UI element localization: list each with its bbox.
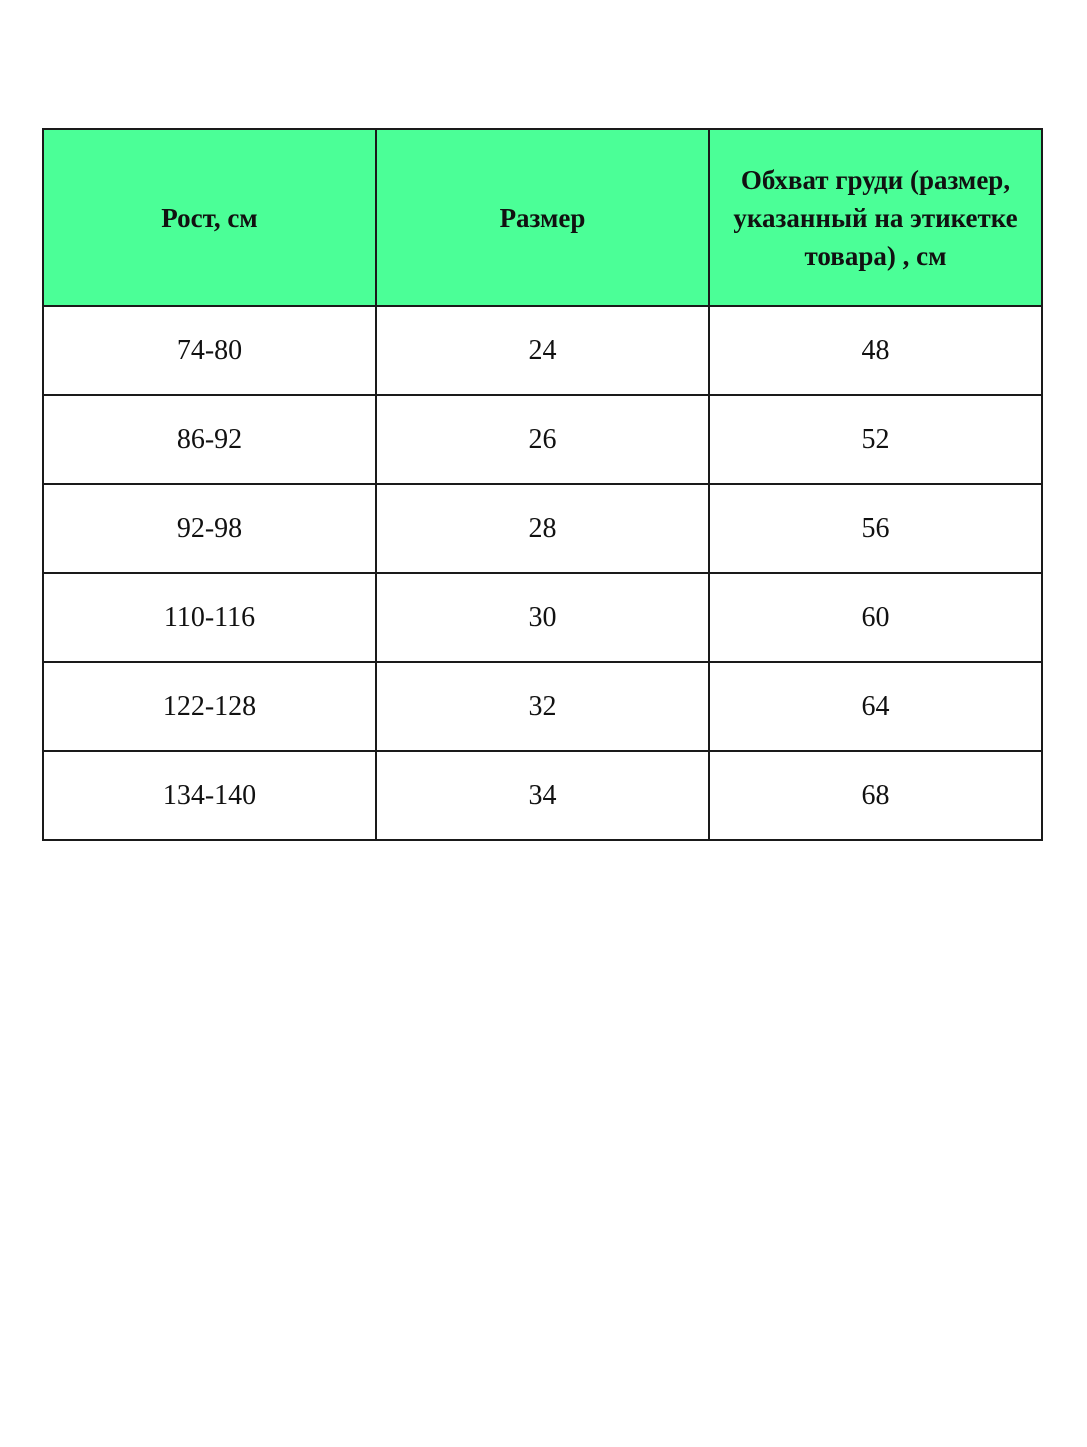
size-chart-table — [42, 128, 1043, 841]
cell-size: 34 — [376, 751, 709, 840]
cell-height: 92-98 — [43, 484, 376, 573]
table-row — [43, 751, 1042, 840]
cell-size: 32 — [376, 662, 709, 751]
table-body — [43, 306, 1042, 840]
cell-chest: 68 — [709, 751, 1042, 840]
cell-size: 24 — [376, 306, 709, 395]
table-header — [43, 129, 1042, 306]
header-chest: Обхват груди (размер, указанный на этикетке товара) , см — [709, 129, 1042, 306]
cell-size: 28 — [376, 484, 709, 573]
table-row — [43, 484, 1042, 573]
cell-chest: 64 — [709, 662, 1042, 751]
header-height: Рост, см — [43, 129, 376, 306]
cell-height: 122-128 — [43, 662, 376, 751]
header-row — [43, 129, 1042, 306]
table-row — [43, 573, 1042, 662]
table-row — [43, 395, 1042, 484]
cell-chest: 52 — [709, 395, 1042, 484]
table-row — [43, 306, 1042, 395]
cell-height: 74-80 — [43, 306, 376, 395]
table-row — [43, 662, 1042, 751]
cell-chest: 48 — [709, 306, 1042, 395]
cell-chest: 56 — [709, 484, 1042, 573]
cell-height: 110-116 — [43, 573, 376, 662]
header-size: Размер — [376, 129, 709, 306]
cell-height: 86-92 — [43, 395, 376, 484]
cell-height: 134-140 — [43, 751, 376, 840]
cell-size: 26 — [376, 395, 709, 484]
cell-size: 30 — [376, 573, 709, 662]
cell-chest: 60 — [709, 573, 1042, 662]
